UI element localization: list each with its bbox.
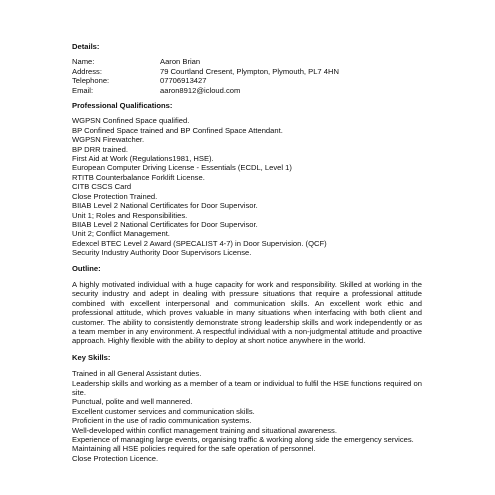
email-value: aaron8912@icloud.com xyxy=(160,85,241,95)
qualification-item: Unit 1; Roles and Responsibilities. xyxy=(72,210,188,220)
details-heading: Details: xyxy=(72,42,100,51)
cv-document xyxy=(72,42,432,463)
qualification-item: European Computer Driving License - Essentials (ECDL, Level 1) xyxy=(72,163,292,173)
qualification-item: Unit 2; Conflict Management. xyxy=(72,229,170,239)
qualification-item: BIIAB Level 2 National Certificates for Door Supervisor. xyxy=(72,219,258,229)
telephone-value: 07706913427 xyxy=(160,76,207,86)
outline-paragraph: A highly motivated individual with a huge capacity for work and responsibility. Skilled at working in the security industry and adept in dealing with pressure situations that require a professional attitude combined with excellent interpersonal and communication skills. An excellent work ethic and professional attitude, which proves valuable in many situations when interfacing with both client and customer. The ability to consistently demonstrate strong leadership skills and work independently or as a team member in any environment. A respectful individual with a non-judgmental attitude and proactive approach. Highly flexible with the ability to deploy at short notice anywhere in the world. xyxy=(72,279,422,346)
skill-item: Proficient in the use of radio communication systems. xyxy=(72,416,252,426)
qualification-item: BP Confined Space trained and BP Confined Space Attendant. xyxy=(72,125,283,135)
qualifications-list xyxy=(72,116,432,257)
qualification-item: Edexcel BTEC Level 2 Award (SPECALIST 4-7) in Door Supervision. (QCF) xyxy=(72,238,327,248)
skill-item: Close Protection Licence. xyxy=(72,453,159,463)
key-skills-list xyxy=(72,369,432,463)
qualification-item: RTITB Counterbalance Forklift License. xyxy=(72,172,205,182)
address-label: Address: xyxy=(72,66,102,76)
details-block xyxy=(72,57,432,95)
email-label: Email: xyxy=(72,85,94,95)
qualification-item: WGPSN Confined Space qualified. xyxy=(72,116,190,126)
skill-item: Excellent customer services and communication skills. xyxy=(72,406,255,416)
skill-item: Leadership skills and working as a member of a team or individual to fulfil the HSE functions required on site. xyxy=(72,378,422,397)
qualification-item: WGPSN Firewatcher. xyxy=(72,135,145,145)
name-label: Name: xyxy=(72,57,95,67)
key-skills-heading: Key Skills: xyxy=(72,352,111,362)
qualifications-heading: Professional Qualifications: xyxy=(72,101,173,111)
skill-item: Experience of managing large events, organising traffic & working along side the emergency services. xyxy=(72,435,414,445)
telephone-label: Telephone: xyxy=(72,76,110,86)
skill-item: Punctual, polite and well mannered. xyxy=(72,397,193,407)
skill-item: Well-developed within conflict management training and situational awareness. xyxy=(72,425,337,435)
address-value: 79 Courtland Cresent, Plympton, Plymouth, PL7 4HN xyxy=(160,66,339,76)
qualification-item: BIIAB Level 2 National Certificates for Door Supervisor. xyxy=(72,201,258,211)
name-value: Aaron Brian xyxy=(160,57,201,67)
skill-item: Maintaining all HSE policies required for the safe operation of personnel. xyxy=(72,444,316,454)
qualification-item: Close Protection Trained. xyxy=(72,191,158,201)
qualification-item: First Aid at Work (Regulations1981, HSE). xyxy=(72,154,214,164)
qualification-item: Security Industry Authority Door Supervisors License. xyxy=(72,248,252,258)
skill-item: Trained in all General Assistant duties. xyxy=(72,369,202,379)
qualification-item: CITB CSCS Card xyxy=(72,182,132,192)
qualification-item: BP DRR trained. xyxy=(72,144,128,154)
outline-heading: Outline: xyxy=(72,263,101,273)
